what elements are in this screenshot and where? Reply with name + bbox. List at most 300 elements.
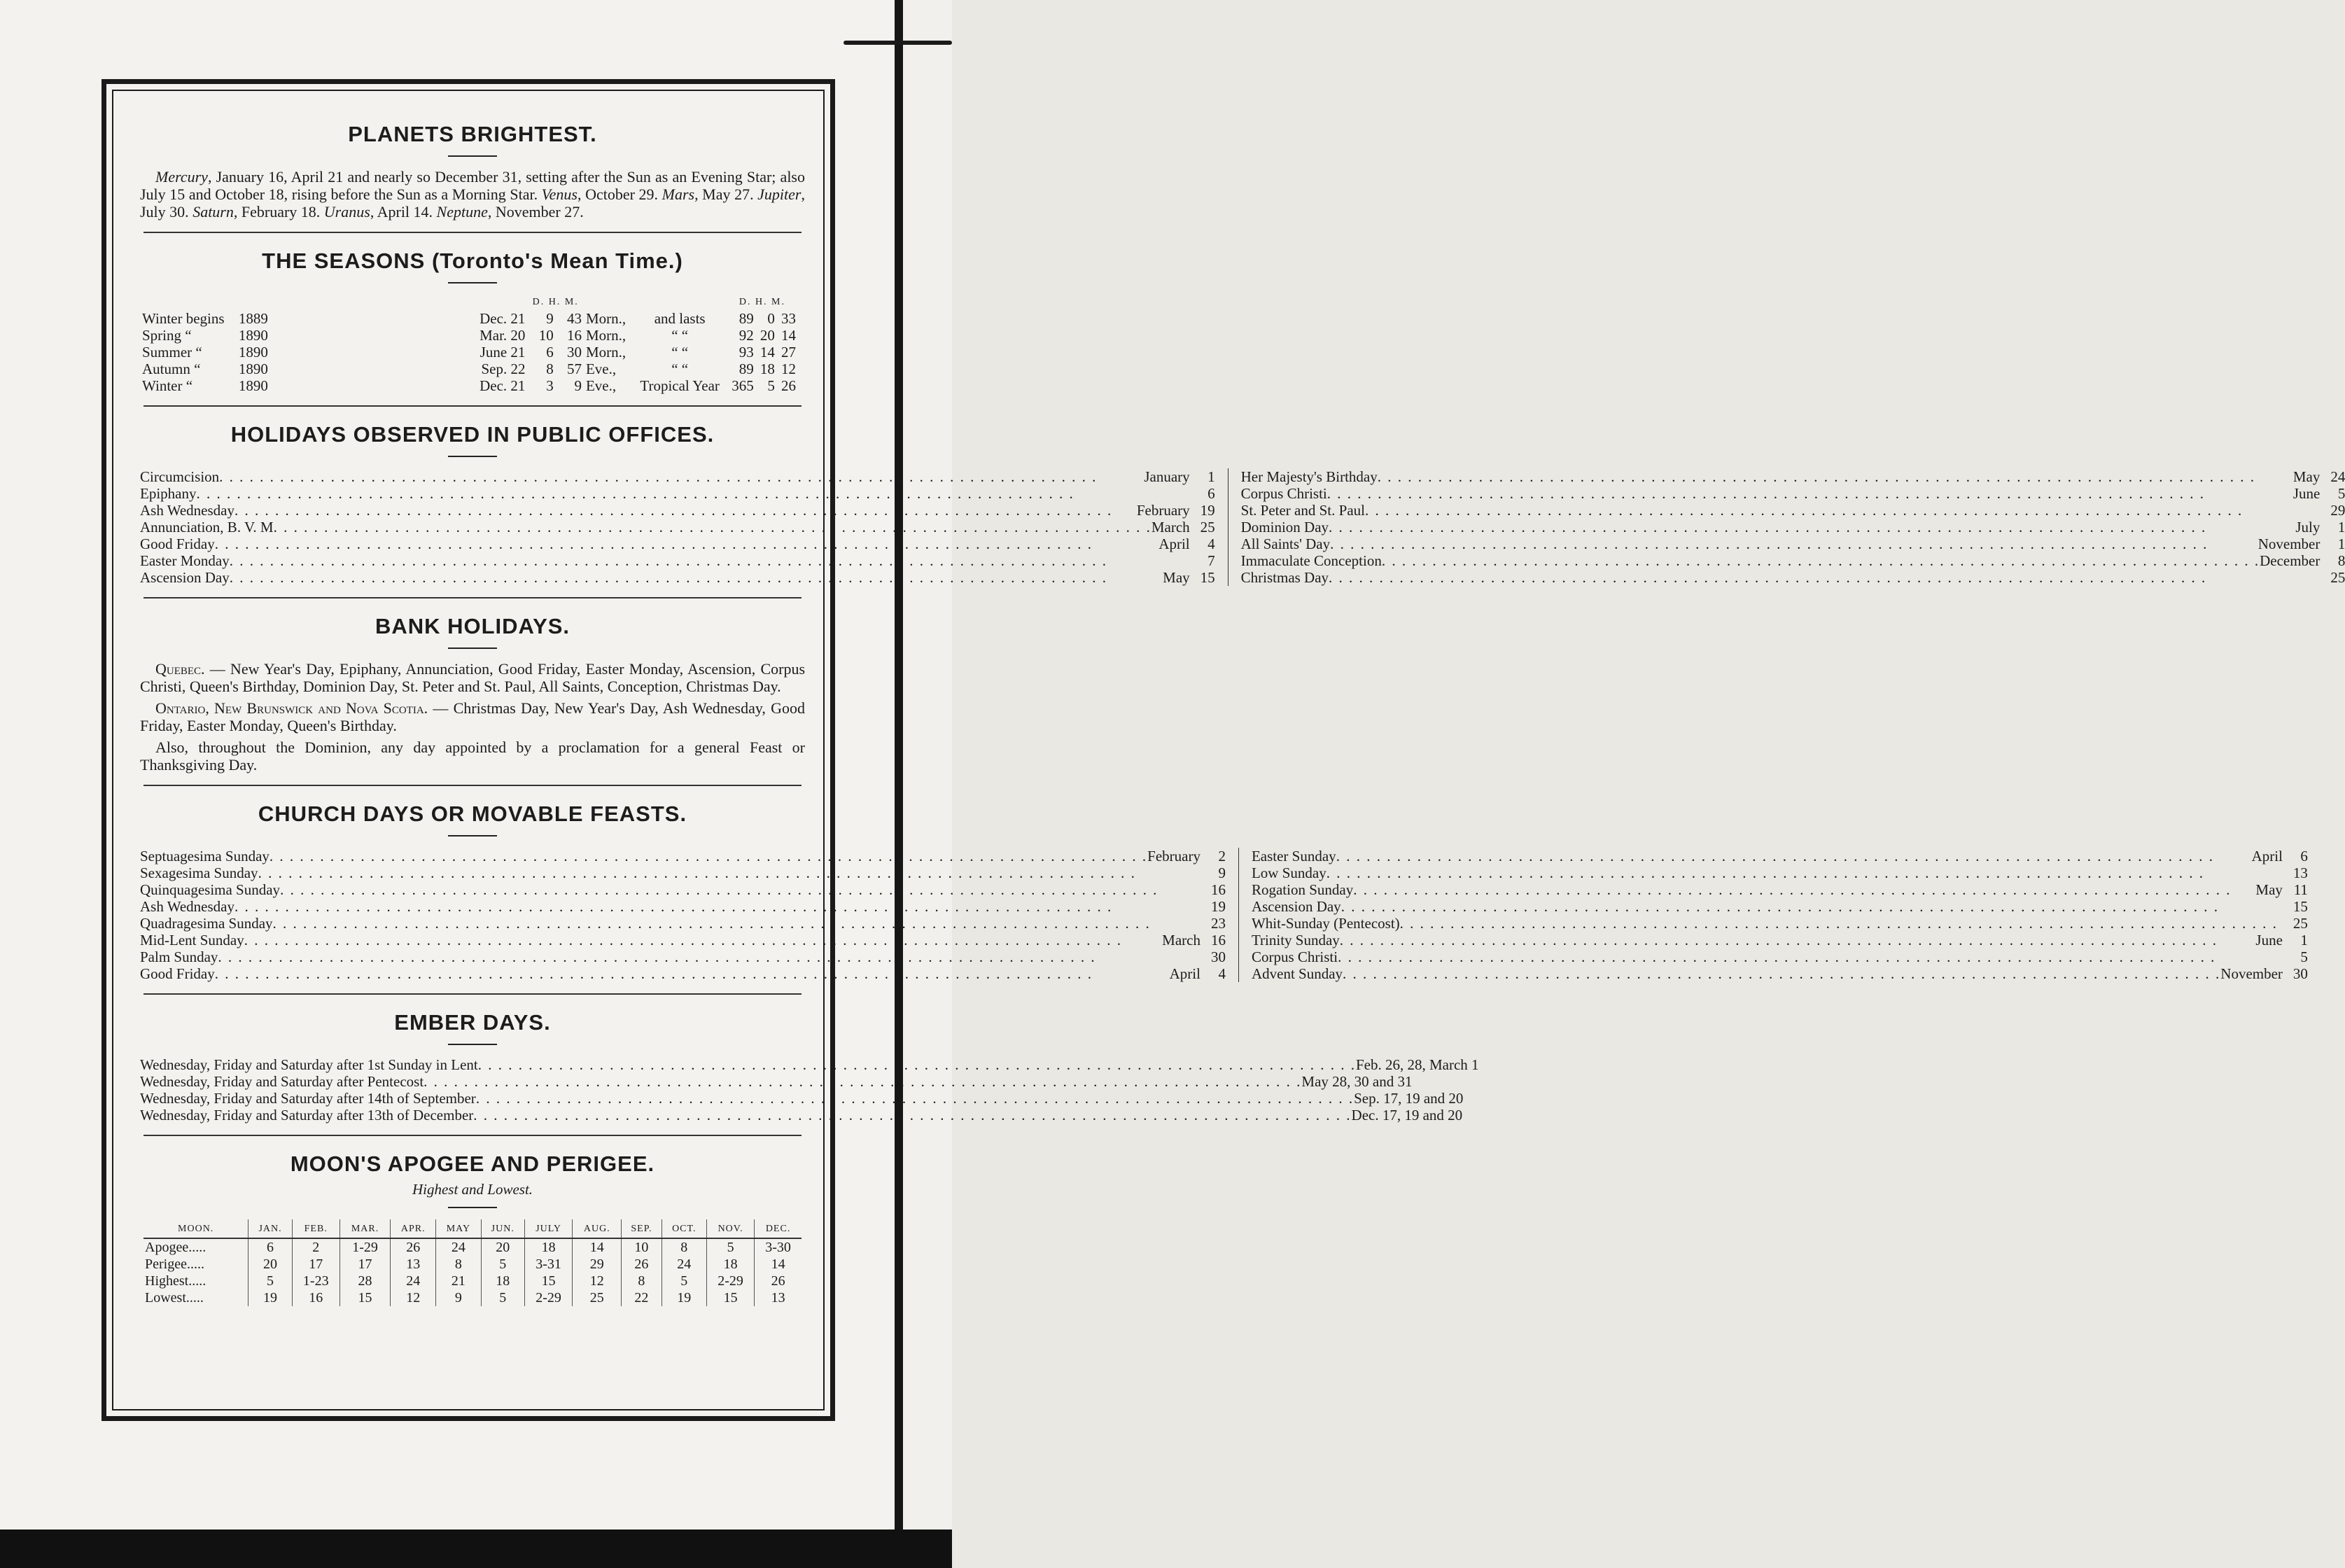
item-name: Immaculate Conception [1240,552,1382,569]
planet-text: , January 16, April 21 and nearly so December 31, setting after the Sun as an Evening Star; also July 15 and October 18, rising before the Sun as a Morning Star. [140,168,805,203]
moon-cell: 26 [755,1273,802,1289]
item-name: Advent Sunday [1251,965,1343,982]
item-month: March [1162,932,1200,948]
item-day: 16 [1210,932,1226,948]
item-day: 6 [2300,848,2308,864]
item-month: April [2251,848,2283,864]
dot-leader [215,965,1170,982]
dot-leader [258,864,1200,881]
title-rule [448,835,497,836]
season-minute: 30 [566,344,582,360]
moon-row [144,1273,802,1289]
item-day: 25 [2292,915,2308,932]
moon-cell: 5 [707,1238,755,1256]
ember-text: Wednesday, Friday and Saturday after 1st Sunday in Lent [140,1056,478,1073]
season-row [140,377,798,394]
dot-leader [1382,552,2260,569]
item-month: December [2260,552,2320,569]
moon-cell: 17 [292,1256,340,1273]
planet-name: Jupiter [757,186,802,203]
bank-ontario-paragraph [140,699,805,734]
season-minute: 16 [566,327,582,344]
moon-cell: 26 [622,1256,662,1273]
season-lasts: “ “ [671,327,689,344]
season-date: June 21 [479,344,526,360]
ember-dates: Dec. 17, 19 and 20 [1351,1107,1463,1124]
dot-leader [1338,948,2283,965]
planet-name: Venus [541,186,578,203]
dot-leader [1400,915,2283,932]
dot-leader [244,932,1162,948]
title-rule [448,456,497,457]
list-item [1241,519,2345,536]
list-item [1252,915,2308,932]
moon-cell: 5 [481,1289,524,1306]
season-ampm: Morn., [585,327,626,344]
title-rule [448,1044,497,1045]
month-header: JUN. [481,1219,524,1238]
item-month: July [2295,519,2320,536]
item-name: Ascension Day [140,569,230,586]
dot-leader [280,881,1200,898]
moon-cell: 15 [524,1273,572,1289]
item-day: 29 [2330,502,2345,519]
dot-leader [476,1090,1354,1107]
lasts-days: 365 [732,377,754,394]
list-item [140,932,1226,948]
item-name: Epiphany [140,485,197,502]
item-name: Trinity Sunday [1251,932,1340,948]
item-name: Dominion Day [1240,519,1329,536]
dhm-header: D. H. M. [532,297,579,307]
lasts-hours: 20 [760,327,775,344]
season-lasts: “ “ [671,344,689,360]
item-name: Mid-Lent Sunday [140,932,244,948]
moon-row [144,1256,802,1273]
season-ampm: Eve., [585,377,617,394]
lasts-days: 89 [738,310,754,327]
list-item [140,485,1215,502]
ember-dates: Sep. 17, 19 and 20 [1354,1090,1464,1107]
dot-leader [1336,848,2252,864]
month-header: SEP. [622,1219,662,1238]
dot-leader [1340,932,2256,948]
moon-cell: 8 [622,1273,662,1289]
dot-leader [1326,864,2283,881]
moon-row-label: Lowest..... [145,1290,204,1306]
bank-quebec-text: — New Year's Day, Epiphany, Annunciation, Good Friday, Easter Monday, Ascension, Corpus Christi, Queen's Birthday, Dominion Day, St. Peter and St. Paul, All Saints, Conception, Christmas Day. [140,660,805,695]
item-name: Easter Sunday [1251,848,1336,864]
item-name: Good Friday [140,536,215,552]
moon-cell: 8 [436,1256,481,1273]
title-rule [448,282,497,284]
holidays-right-column [1228,468,2345,586]
church-left-column [140,848,1239,982]
list-item [140,965,1226,982]
almanac-content [140,90,2345,1306]
title-rule [448,1207,497,1208]
dot-leader [1353,881,2255,898]
list-item [1252,898,2308,915]
item-month: January [1144,468,1190,485]
item-day: 30 [2292,965,2308,982]
moon-cell: 12 [391,1289,436,1306]
item-day: 15 [1200,569,1215,586]
moon-cell: 2-29 [707,1273,755,1289]
title-rule [448,648,497,649]
seasons-title: THE SEASONS (Toronto's Mean Time.) [262,248,683,273]
season-year: 1889 [238,310,268,327]
section-divider [144,405,802,407]
moon-cell: 1-29 [340,1238,391,1256]
item-month: May [1163,569,1190,586]
moon-cell: 18 [481,1273,524,1289]
item-name: St. Peter and St. Paul [1240,502,1365,519]
item-name: Quinquagesima Sunday [140,881,281,898]
lasts-days: 92 [738,327,754,344]
moon-cell: 12 [573,1273,622,1289]
dot-leader [473,1107,1351,1124]
dot-leader [478,1056,1356,1073]
section-divider [144,597,802,598]
ember-days-list [140,1056,1479,1124]
season-hour: 3 [546,377,554,394]
planet-name: Mercury [155,168,208,186]
item-day: 25 [1200,519,1215,536]
moon-cell: 8 [662,1238,706,1256]
month-header: MAY [436,1219,481,1238]
moon-cell: 3-31 [524,1256,572,1273]
season-row [140,344,798,360]
dot-leader [219,468,1144,485]
item-day: 5 [2300,948,2308,965]
season-year: 1890 [238,327,268,344]
dot-leader [1329,569,2320,586]
dot-leader [1330,536,2258,552]
item-day: 5 [2337,485,2345,502]
moon-row [144,1289,802,1306]
season-lasts: Tropical Year [640,377,720,394]
ember-text: Wednesday, Friday and Saturday after Pentecost [140,1073,424,1090]
list-item [140,552,1215,569]
season-hour: 8 [546,360,554,377]
moon-cell: 25 [573,1289,622,1306]
season-date: Sep. 22 [481,360,526,377]
season-year: 1890 [238,377,268,394]
list-item [1252,965,2308,982]
ember-dates: Feb. 26, 28, March 1 [1356,1056,1479,1073]
item-day: 1 [2337,519,2345,536]
bank-quebec-lead: Quebec. [155,660,205,678]
season-name: Winter “ [142,377,193,394]
item-day: 13 [2292,864,2308,881]
moon-cell: 5 [481,1256,524,1273]
lasts-minutes: 26 [781,377,796,394]
list-item [1241,468,2345,485]
item-day: 1 [2337,536,2345,552]
season-year: 1890 [238,344,268,360]
moon-cell: 20 [248,1256,292,1273]
ember-dates: May 28, 30 and 31 [1301,1073,1413,1090]
lasts-hours: 5 [767,377,775,394]
moon-subtitle: Highest and Lowest. [412,1181,533,1198]
church-right-column [1239,848,2308,982]
list-item [140,948,1226,965]
lasts-minutes: 14 [781,327,796,344]
item-day: 1 [2300,932,2308,948]
season-lasts: “ “ [671,360,689,377]
list-item [140,848,1226,864]
bank-ontario-lead: Ontario, New Brunswick and Nova Scotia. [155,699,428,717]
section-divider [144,232,802,233]
item-day: 4 [1218,965,1226,982]
item-name: Good Friday [140,965,215,982]
item-name: Circumcision [140,468,220,485]
month-header: APR. [391,1219,436,1238]
lasts-hours: 0 [767,310,775,327]
moon-row [144,1238,802,1256]
bank-title: BANK HOLIDAYS. [374,614,570,638]
dot-leader [1329,519,2295,536]
item-day: 30 [1210,948,1226,965]
item-month: February [1136,502,1190,519]
month-header: AUG. [573,1219,622,1238]
month-header: FEB. [292,1219,340,1238]
planet-name: Uranus [323,203,370,220]
dhm-header-lasts: D. H. M. [738,297,785,307]
moon-row-label: Highest..... [145,1273,206,1289]
moon-cell: 14 [573,1238,622,1256]
planet-text: , May 27. [694,186,758,203]
moon-cell: 19 [662,1289,706,1306]
moon-title: MOON'S APOGEE AND PERIGEE. [290,1152,655,1176]
moon-cell: 18 [707,1256,755,1273]
item-name: Septuagesima Sunday [140,848,270,864]
moon-cell: 16 [292,1289,340,1306]
moon-cell: 13 [755,1289,802,1306]
item-month: November [2258,536,2320,552]
month-header: MAR. [340,1219,391,1238]
moon-cell: 9 [436,1289,481,1306]
planets-paragraph [140,168,805,220]
item-name: Ash Wednesday [140,502,234,519]
lasts-days: 93 [738,344,754,360]
item-month: June [2292,485,2320,502]
moon-cell: 2 [292,1238,340,1256]
item-day: 24 [2330,468,2345,485]
item-month: March [1151,519,1190,536]
item-month: November [2220,965,2283,982]
list-item [1241,569,2345,586]
list-item [1252,864,2308,881]
list-item [1241,552,2345,569]
moon-cell: 14 [755,1256,802,1273]
bank-ontario-text: — Christmas Day, New Year's Day, Ash Wednesday, Good Friday, Easter Monday, Queen's Birthday. [140,699,805,734]
moon-cell: 26 [391,1238,436,1256]
month-header: OCT. [662,1219,706,1238]
planet-name: Saturn [192,203,234,220]
moon-cell: 19 [248,1289,292,1306]
moon-cell: 13 [391,1256,436,1273]
ember-row [140,1107,1463,1124]
moon-cell: 6 [248,1238,292,1256]
ember-text: Wednesday, Friday and Saturday after 14th of September [140,1090,476,1107]
item-day: 25 [2330,569,2345,586]
item-day: 1 [1208,468,1215,485]
church-days-list [140,848,2308,982]
planets-title: PLANETS BRIGHTEST. [348,122,597,146]
section-divider [144,993,802,995]
item-name: Rogation Sunday [1251,881,1354,898]
list-item [1252,848,2308,864]
item-day: 7 [1208,552,1215,569]
planet-text: , April 14. [370,203,437,220]
season-minute: 9 [574,377,582,394]
dot-leader [1365,502,2320,519]
holidays-title: HOLIDAYS OBSERVED IN PUBLIC OFFICES. [230,422,715,447]
seasons-table [140,295,798,394]
item-day: 11 [2293,881,2308,898]
item-day: 15 [2292,898,2308,915]
moon-cell: 10 [622,1238,662,1256]
edge-mark [844,41,952,45]
dot-leader [273,915,1200,932]
moon-cell: 1-23 [292,1273,340,1289]
season-minute: 43 [566,310,582,327]
season-lasts: and lasts [654,310,706,327]
season-row [140,310,798,327]
dot-leader [1378,468,2293,485]
item-name: Quadragesima Sunday [140,915,273,932]
season-ampm: Morn., [585,344,626,360]
season-row [140,360,798,377]
season-name: Spring “ [142,327,192,344]
moon-cell: 3-30 [755,1238,802,1256]
list-item [1252,948,2308,965]
item-month: February [1147,848,1200,864]
moon-cell: 2-29 [524,1289,572,1306]
item-day: 19 [1210,898,1226,915]
item-name: Christmas Day [1240,569,1329,586]
item-month: June [2255,932,2283,948]
ember-text: Wednesday, Friday and Saturday after 13th of December [140,1107,474,1124]
moon-cell: 5 [248,1273,292,1289]
item-name: Corpus Christi [1251,948,1338,965]
item-name: Easter Monday [140,552,230,569]
season-hour: 10 [538,327,554,344]
list-item [1252,881,2308,898]
item-name: Ascension Day [1251,898,1341,915]
lasts-minutes: 27 [781,344,796,360]
lasts-minutes: 12 [781,360,796,377]
item-day: 8 [2337,552,2345,569]
moon-cell: 5 [662,1273,706,1289]
list-item [140,915,1226,932]
item-day: 19 [1200,502,1215,519]
planet-text: , November 27. [487,203,584,220]
season-name: Summer “ [142,344,202,360]
moon-row-label: Perigee..... [145,1256,204,1272]
section-divider [144,785,802,786]
lasts-hours: 14 [760,344,775,360]
item-day: 2 [1218,848,1226,864]
planet-name: Mars [662,186,695,203]
holidays-list [140,468,2345,586]
item-day: 9 [1218,864,1226,881]
title-rule [448,155,497,157]
item-name: Palm Sunday [140,948,218,965]
item-name: Corpus Christi [1240,485,1327,502]
moon-cell: 18 [524,1238,572,1256]
item-name: Annunciation, B. V. M [140,519,274,536]
season-hour: 9 [546,310,554,327]
season-date: Dec. 21 [479,310,526,327]
holidays-left-column [140,468,1228,586]
item-day: 4 [1208,536,1215,552]
section-divider [144,1135,802,1136]
adjacent-page-strip [903,0,952,1530]
month-header: JULY [524,1219,572,1238]
dot-leader [234,502,1137,519]
item-name: Low Sunday [1251,864,1326,881]
lasts-minutes: 33 [781,310,796,327]
dot-leader [196,485,1189,502]
moon-cell: 22 [622,1289,662,1306]
item-month: April [1169,965,1200,982]
season-name: Winter begins [142,310,225,327]
bank-dominion-paragraph: Also, throughout the Dominion, any day appointed by a proclamation for a general Feast or Thanksgiving Day. [140,738,805,774]
item-name: Whit-Sunday (Pentecost) [1251,915,1400,932]
lasts-hours: 18 [760,360,775,377]
item-month: May [2292,468,2320,485]
dot-leader [230,552,1190,569]
item-name: All Saints' Day [1240,536,1331,552]
moon-cell: 20 [481,1238,524,1256]
ember-row [140,1056,1479,1073]
item-day: 6 [1208,485,1215,502]
item-month: May [2255,881,2283,898]
moon-cell: 15 [707,1289,755,1306]
church-title: CHURCH DAYS OR MOVABLE FEASTS. [258,802,687,826]
moon-row-label: Apogee..... [145,1240,206,1255]
season-name: Autumn “ [142,360,201,377]
dot-leader [1327,485,2293,502]
item-name: Ash Wednesday [140,898,234,915]
dot-leader [424,1073,1301,1090]
dot-leader [274,519,1152,536]
moon-table [144,1219,802,1306]
moon-cell: 21 [436,1273,481,1289]
season-minute: 57 [566,360,582,377]
list-item [1241,485,2345,502]
dot-leader [215,536,1159,552]
dot-leader [1343,965,2220,982]
moon-cell: 28 [340,1273,391,1289]
month-header: JAN. [248,1219,292,1238]
page-edge-shadow [895,0,903,1530]
moon-cell: 24 [662,1256,706,1273]
season-date: Mar. 20 [479,327,526,344]
season-ampm: Eve., [585,360,617,377]
list-item [140,864,1226,881]
moon-cell: 24 [436,1238,481,1256]
bank-quebec-paragraph [140,660,805,695]
season-ampm: Morn., [585,310,626,327]
dot-leader [234,898,1200,915]
dot-leader [230,569,1163,586]
list-item [140,536,1215,552]
season-hour: 6 [546,344,554,360]
